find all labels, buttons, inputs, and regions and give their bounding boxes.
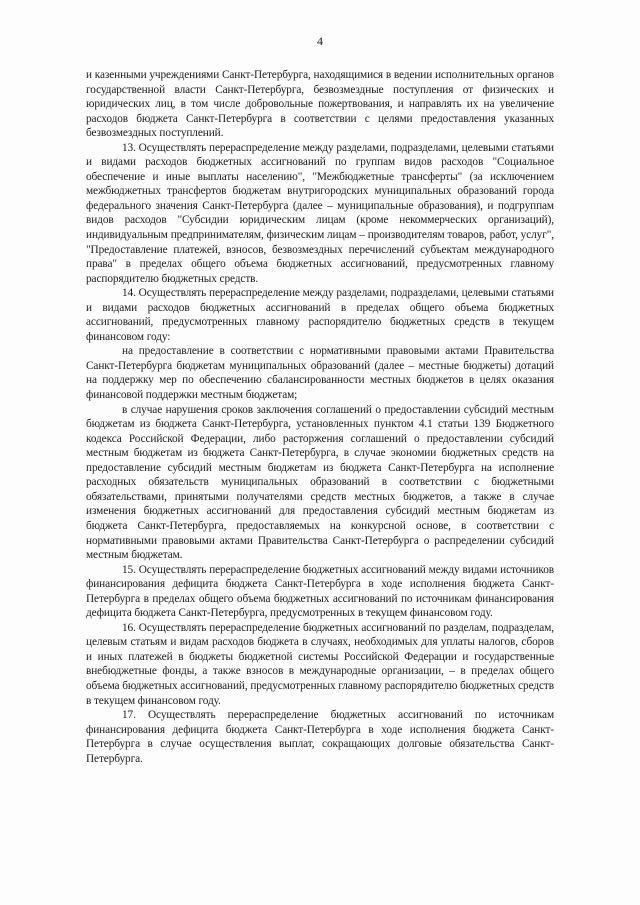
paragraph-13: 13. Осуществлять перераспределение между разделами, подразделами, целевыми статьями и видами расходов бюджетных ассигнований по группам видов расходов "Социальное обеспечение и иные выплаты населению", "Межбюджетные трансферты" (за исключением межбюджетных трансфертов бюджетам внутригородских муниципальных образований города федерального значения Санкт-Петербурга (далее – муниципальные образования), и подгруппам видов расходов "Субсидии юридическим лицам (кроме некоммерческих организаций), индивидуальным предпринимателям, физическим лицам – производителям товаров, работ, услуг", "Предоставление платежей, взносов, безвозмездных перечислений субъектам международного права" в пределах общего объема бюджетных ассигнований, предусмотренных главному распорядителю бюджетных средств. <box>86 141 554 285</box>
paragraph-16: 16. Осуществлять перераспределение бюджетных ассигнований по разделам, подразделам, целевым статьям и видам расходов бюджета в случаях, необходимых для уплаты налогов, сборов и иных платежей в бюджеты бюджетной системы Российской Федерации и государственные внебюджетные фонды, а также взносов в международные организации, – в пределах общего объема бюджетных ассигнований, предусмотренных главному распорядителю бюджетных средств в текущем финансовом году. <box>86 621 554 707</box>
paragraph-17: 17. Осуществлять перераспределение бюджетных ассигнований по источникам финансирования дефицита бюджета Санкт-Петербурга в ходе исполнения бюджета Санкт-Петербурга в случае осуществления выплат, сокращающих долговые обязательства Санкт-Петербурга. <box>86 709 554 765</box>
page-number: 4 <box>317 34 323 48</box>
paragraph-14: 14. Осуществлять перераспределение между разделами, подразделами, целевыми статьями и видами расходов бюджетных ассигнований в пределах общего объема бюджетных ассигнований, предусмотренных главному распорядителю бюджетных средств в текущем финансовом году: <box>86 287 554 343</box>
paragraph-15: 15. Осуществлять перераспределение бюджетных ассигнований между видами источников финансирования дефицита бюджета Санкт-Петербурга в ходе исполнения бюджета Санкт-Петербурга в пределах общего объема бюджетных ассигнований по источникам финансирования дефицита бюджета Санкт-Петербурга, предусмотренных в текущем финансовом году. <box>86 563 554 620</box>
paragraph-14-subclause-1: на предоставление в соответствии с нормативными правовыми актами Правительства Санкт-Петербурга бюджетам муниципальных образований (далее – местные бюджеты) дотаций на поддержку мер по обеспечению сбалансированности местных бюджетов в целях оказания финансовой поддержки местным бюджетам; <box>86 345 554 402</box>
paragraph-continuation: и казенными учреждениями Санкт-Петербурга, находящимися в ведении исполнительных органов государственной власти Санкт-Петербурга, безвозмездные поступления от физических и юридических лиц, в том числе добровольные пожертвования, и направлять их на увеличение расходов бюджета Санкт-Петербурга в соответствии с целями предоставления указанных безвозмездных поступлений. <box>86 69 554 140</box>
document-body <box>86 68 554 766</box>
paragraph-14-subclause-2: в случае нарушения сроков заключения соглашений о предоставлении субсидий местным бюджетам из бюджета Санкт-Петербурга, установленных пунктом 4.1 статьи 139 Бюджетного кодекса Российской Федерации, либо расторжения соглашений о предоставлении субсидий местным бюджетам из бюджета Санкт-Петербурга, в случае экономии бюджетных средств на предоставление субсидий местным бюджетам из бюджета Санкт-Петербурга на исполнение расходных обязательств муниципальных образований в соответствии с бюджетными обязательствами, принятыми получателями средств местных бюджетов, а также в случае изменения бюджетных ассигнований для предоставления субсидий местным бюджетам из бюджета Санкт-Петербурга, предоставляемых на конкурсной основе, в соответствии с нормативными правовыми актами Правительства Санкт-Петербурга о распределении субсидий местным бюджетам. <box>86 403 554 562</box>
